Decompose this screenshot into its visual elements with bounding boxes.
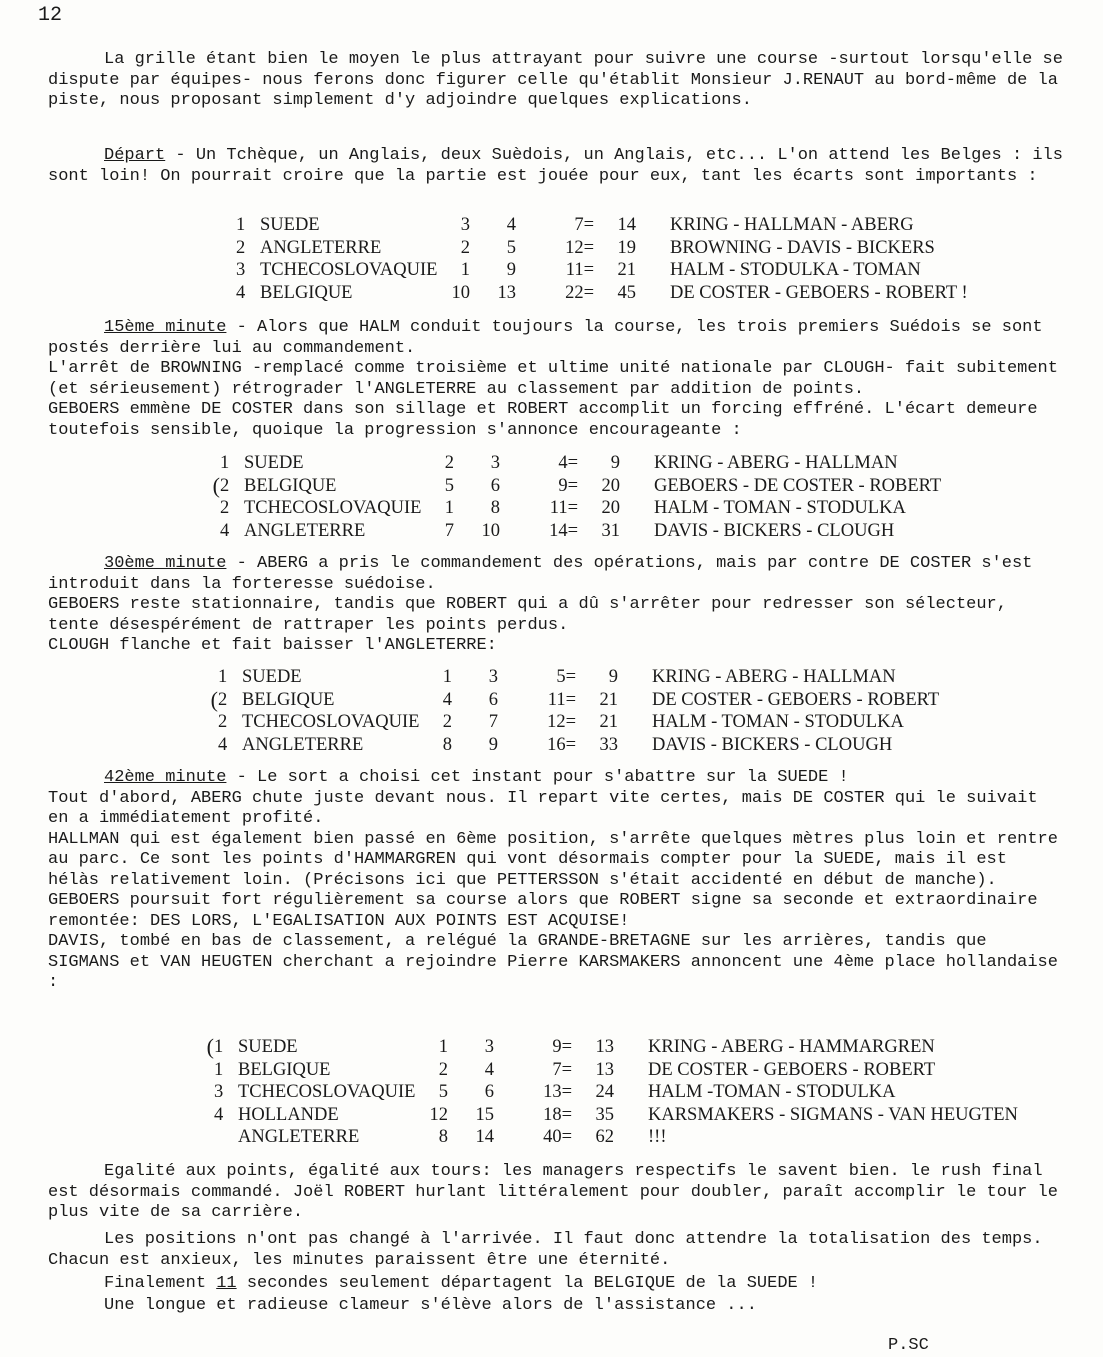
sum-cell: 12= xyxy=(547,712,576,732)
standings-row xyxy=(200,1104,1018,1127)
riders-cell: DAVIS - BICKERS - CLOUGH xyxy=(654,520,895,541)
section-heading: 42ème minute xyxy=(104,768,227,787)
points-a-cell: 1 xyxy=(460,260,470,280)
total-cell: 13 xyxy=(595,1037,614,1057)
sum-cell: 11= xyxy=(547,689,576,710)
points-b-cell: 9 xyxy=(506,260,516,280)
signature: P.SC xyxy=(888,1336,929,1355)
rank-cell: 1 xyxy=(214,1059,224,1080)
riders-cell: BROWNING - DAVIS - BICKERS xyxy=(670,237,935,258)
section-heading: Départ xyxy=(104,146,166,165)
riders-cell: DE COSTER - GEBOERS - ROBERT xyxy=(648,1059,936,1080)
country-cell: TCHECOSLOVAQUIE xyxy=(242,712,420,732)
points-a-cell: 1 xyxy=(442,667,452,687)
riders-cell: GEBOERS - DE COSTER - ROBERT xyxy=(654,475,942,496)
rank-cell: 4 xyxy=(220,520,230,541)
bracket-mark xyxy=(204,711,218,734)
total-cell: 24 xyxy=(595,1082,614,1102)
standings-row xyxy=(222,282,968,305)
country-cell: SUEDE xyxy=(238,1037,298,1057)
points-a-cell: 1 xyxy=(438,1037,448,1057)
country-cell: BELGIQUE xyxy=(242,689,335,710)
riders-cell: KRING - ABERG - HALLMAN xyxy=(652,667,896,687)
riders-cell: KARSMAKERS - SIGMANS - VAN HEUGTEN xyxy=(648,1104,1018,1125)
final-line-before: Finalement xyxy=(104,1274,217,1293)
riders-cell: HALM - STODULKA - TOMAN xyxy=(670,260,921,280)
last-line xyxy=(48,1296,1068,1317)
riders-cell: !!! xyxy=(648,1127,667,1147)
section-42min-paragraph xyxy=(48,768,1068,994)
points-a-cell: 8 xyxy=(438,1127,448,1147)
bracket-mark xyxy=(222,237,236,260)
section-heading: 30ème minute xyxy=(104,554,227,573)
standings-row xyxy=(206,452,941,475)
standings-row xyxy=(200,1081,1018,1104)
sum-cell: 22= xyxy=(565,282,594,303)
standings-row xyxy=(204,666,939,689)
bracket-mark xyxy=(222,282,236,305)
country-cell: BELGIQUE xyxy=(238,1059,331,1080)
sum-cell: 18= xyxy=(543,1104,572,1125)
total-cell: 21 xyxy=(617,260,636,280)
sum-cell: 11= xyxy=(549,498,578,518)
points-a-cell: 2 xyxy=(460,237,470,258)
closing-text: Egalité aux points, égalité aux tours: les managers respectifs le savent bien. le rush final est désormais commandé. Joël ROBERT hurlant littéralement pour doubler, paraît accomplir le tour le plus vite de sa carrière. xyxy=(48,1162,1069,1222)
points-b-cell: 6 xyxy=(484,1082,494,1102)
standings-row xyxy=(200,1036,1018,1059)
points-a-cell: 10 xyxy=(451,282,470,303)
bracket-mark xyxy=(206,452,220,475)
standings-row xyxy=(200,1126,1018,1149)
total-cell: 35 xyxy=(595,1104,614,1125)
rank-cell: 4 xyxy=(218,734,228,755)
points-b-cell: 14 xyxy=(475,1127,494,1147)
rank-cell: 2 xyxy=(220,475,230,496)
standings-row xyxy=(200,1059,1018,1082)
points-a-cell: 12 xyxy=(429,1104,448,1125)
riders-cell: DAVIS - BICKERS - CLOUGH xyxy=(652,734,893,755)
section-text: - ABERG a pris le commandement des opérations, mais par contre DE COSTER s'est introduit dans la forteresse suédoise. GEBOERS reste stationnaire, tandis que ROBERT qui a dû s'arrêter pour redresser son sélecteur, tente désespérément de rattraper les points perdus. CLOUGH flanche et fait baisser l'ANGLETERRE: xyxy=(48,554,1033,655)
sum-cell: 5= xyxy=(556,667,576,687)
section-30min-paragraph xyxy=(48,554,1068,657)
total-cell: 19 xyxy=(617,237,636,258)
total-cell: 31 xyxy=(601,520,620,541)
bracket-mark xyxy=(206,520,220,543)
sum-cell: 11= xyxy=(565,260,594,280)
points-b-cell: 10 xyxy=(481,520,500,541)
bracket-mark xyxy=(222,214,236,237)
sum-cell: 16= xyxy=(547,734,576,755)
total-cell: 45 xyxy=(617,282,636,303)
sum-cell: 14= xyxy=(549,520,578,541)
intro-text: La grille étant bien le moyen le plus attrayant pour suivre une course -surtout lorsqu'elle se dispute par équipes- nous ferons donc figurer celle qu'établit Monsieur J.RENAUT au bord-même de la piste, nous proposant simplement d'y adjoindre quelques explications. xyxy=(48,50,1074,110)
points-a-cell: 5 xyxy=(444,475,454,496)
section-depart-paragraph xyxy=(48,146,1074,187)
standings-row xyxy=(204,711,939,734)
points-b-cell: 6 xyxy=(488,689,498,710)
points-b-cell: 6 xyxy=(490,475,500,496)
bracket-mark xyxy=(204,666,218,689)
points-a-cell: 2 xyxy=(444,453,454,473)
rank-cell: 4 xyxy=(236,282,246,303)
riders-cell: HALM - TOMAN - STODULKA xyxy=(654,498,906,518)
final-line xyxy=(48,1274,1068,1295)
bracket-mark xyxy=(222,259,236,282)
total-cell: 9 xyxy=(608,667,618,687)
points-b-cell: 7 xyxy=(488,712,498,732)
points-a-cell: 3 xyxy=(460,215,470,235)
riders-cell: DE COSTER - GEBOERS - ROBERT xyxy=(652,689,940,710)
standings-table-depart xyxy=(222,214,968,304)
country-cell: ANGLETERRE xyxy=(238,1127,360,1147)
standings-table-30min xyxy=(204,666,939,756)
points-b-cell: 4 xyxy=(506,215,516,235)
bracket-mark: ( xyxy=(212,472,220,498)
bracket-mark xyxy=(204,734,218,757)
total-cell: 62 xyxy=(595,1127,614,1147)
riders-cell: KRING - ABERG - HAMMARGREN xyxy=(648,1037,935,1057)
sum-cell: 40= xyxy=(543,1127,572,1147)
total-cell: 20 xyxy=(601,475,620,496)
country-cell: HOLLANDE xyxy=(238,1104,339,1125)
country-cell: SUEDE xyxy=(244,453,304,473)
rank-cell: 1 xyxy=(236,215,246,235)
riders-cell: KRING - HALLMAN - ABERG xyxy=(670,215,914,235)
rank-cell: 2 xyxy=(236,237,246,258)
points-b-cell: 9 xyxy=(488,734,498,755)
country-cell: TCHECOSLOVAQUIE xyxy=(238,1082,416,1102)
bracket-mark xyxy=(200,1081,214,1104)
standings-row xyxy=(222,237,968,260)
points-a-cell: 2 xyxy=(442,712,452,732)
sum-cell: 9= xyxy=(552,1037,572,1057)
points-b-cell: 4 xyxy=(484,1059,494,1080)
points-b-cell: 8 xyxy=(490,498,500,518)
bracket-mark xyxy=(200,1059,214,1082)
section-15min-paragraph xyxy=(48,318,1068,441)
bracket-mark: ( xyxy=(206,1034,214,1059)
standings-row xyxy=(222,214,968,237)
section-text: - Alors que HALM conduit toujours la course, les trois premiers Suédois se sont postés derrière lui au commandement. L'arrêt de BROWNING -remplacé comme troisième et ultime unité nationale par CLOUGH- fait subitement (et sérieusement) rétrograder l'ANGLETERRE au classement par addition de points. GEBOERS emmène DE COSTER dans son sillage et ROBERT accomplit un forcing effréné. L'écart demeure toutefois sensible, quoique la progression s'annonce encourageante : xyxy=(48,318,1058,440)
standings-row xyxy=(204,689,939,712)
points-a-cell: 8 xyxy=(442,734,452,755)
points-b-cell: 15 xyxy=(475,1104,494,1125)
bracket-mark xyxy=(200,1104,214,1127)
sum-cell: 12= xyxy=(565,237,594,258)
standings-row xyxy=(204,734,939,757)
riders-cell: DE COSTER - GEBOERS - ROBERT ! xyxy=(670,282,968,303)
standings-table-15min xyxy=(206,452,941,542)
sum-cell: 9= xyxy=(558,475,578,496)
closing-text: Les positions n'ont pas changé à l'arrivée. Il faut donc attendre la totalisation des temps. Chacun est anxieux, les minutes paraissent être une éternité. xyxy=(48,1230,1053,1270)
total-cell: 13 xyxy=(595,1059,614,1080)
points-a-cell: 7 xyxy=(444,520,454,541)
riders-cell: HALM - TOMAN - STODULKA xyxy=(652,712,904,732)
sum-cell: 7= xyxy=(552,1059,572,1080)
points-b-cell: 3 xyxy=(488,667,498,687)
standings-row xyxy=(206,475,941,498)
total-cell: 9 xyxy=(610,453,620,473)
sum-cell: 7= xyxy=(574,215,594,235)
closing-paragraph-2 xyxy=(48,1230,1068,1271)
section-text: - Un Tchèque, un Anglais, deux Suèdois, un Anglais, etc... L'on attend les Belges : ils sont loin! On pourrait croire que la partie est jouée pour eux, tant les écarts sont importants : xyxy=(48,146,1074,186)
rank-cell: 2 xyxy=(218,712,228,732)
points-a-cell: 1 xyxy=(444,498,454,518)
points-b-cell: 3 xyxy=(490,453,500,473)
riders-cell: HALM -TOMAN - STODULKA xyxy=(648,1082,896,1102)
country-cell: BELGIQUE xyxy=(260,282,353,303)
country-cell: SUEDE xyxy=(260,215,320,235)
country-cell: ANGLETERRE xyxy=(244,520,366,541)
rank-cell xyxy=(214,1126,238,1149)
intro-paragraph xyxy=(48,50,1074,112)
standings-row xyxy=(206,520,941,543)
points-a-cell: 2 xyxy=(438,1059,448,1080)
sum-cell: 4= xyxy=(558,453,578,473)
country-cell: BELGIQUE xyxy=(244,475,337,496)
total-cell: 14 xyxy=(617,215,636,235)
rank-cell: 2 xyxy=(220,498,230,518)
sum-cell: 13= xyxy=(543,1082,572,1102)
standings-table-42min xyxy=(200,1036,1018,1149)
points-a-cell: 5 xyxy=(438,1082,448,1102)
rank-cell: 1 xyxy=(214,1037,224,1057)
rank-cell: 3 xyxy=(214,1082,224,1102)
total-cell: 33 xyxy=(599,734,618,755)
rank-cell: 4 xyxy=(214,1104,224,1125)
final-line-seconds: 11 xyxy=(216,1274,237,1293)
country-cell: ANGLETERRE xyxy=(242,734,364,755)
final-line-after: secondes seulement départagent la BELGIQUE de la SUEDE ! xyxy=(236,1274,819,1293)
bracket-mark: ( xyxy=(210,686,218,712)
total-cell: 20 xyxy=(601,498,620,518)
total-cell: 21 xyxy=(599,689,618,710)
bracket-mark xyxy=(200,1126,214,1149)
country-cell: SUEDE xyxy=(242,667,302,687)
page-number: 12 xyxy=(38,4,63,27)
points-b-cell: 13 xyxy=(497,282,516,303)
country-cell: TCHECOSLOVAQUIE xyxy=(244,498,422,518)
last-line-text: Une longue et radieuse clameur s'élève alors de l'assistance ... xyxy=(104,1296,757,1315)
total-cell: 21 xyxy=(599,712,618,732)
points-b-cell: 5 xyxy=(506,237,516,258)
rank-cell: 3 xyxy=(236,260,246,280)
section-heading: 15ème minute xyxy=(104,318,227,337)
closing-paragraph-1 xyxy=(48,1162,1068,1224)
points-a-cell: 4 xyxy=(442,689,452,710)
bracket-mark xyxy=(206,497,220,520)
country-cell: ANGLETERRE xyxy=(260,237,382,258)
riders-cell: KRING - ABERG - HALLMAN xyxy=(654,453,898,473)
standings-row xyxy=(222,259,968,282)
rank-cell: 1 xyxy=(218,667,228,687)
rank-cell: 1 xyxy=(220,453,230,473)
country-cell: TCHECOSLOVAQUIE xyxy=(260,260,438,280)
section-text: - Le sort a choisi cet instant pour s'abattre sur la SUEDE ! Tout d'abord, ABERG chute juste devant nous. Il repart vite certes, mais DE COSTER qui le suivait en a immédiatement profité. HALLMAN qui est également bien passé en 6ème position, s'arrête quelques mètres plus loin et rentre au parc. Ce sont les points d'HAMMARGREN qui vont désormais compter pour la SUEDE, mais il est hélàs relativement loin. (Précisons ici que PETTERSSON s'était accidenté en début de manche). GEBOERS poursuit fort régulièrement sa course alors que ROBERT signe sa seconde et extraordinaire remontée: DES LORS, L'EGALISATION AUX POINTS EST ACQUISE! DAVIS, tombé en bas de classement, a relégué la GRANDE-BRETAGNE sur les arrières, tandis que SIGMANS et VAN HEUGTEN cherchant a rejoindre Pierre KARSMAKERS annoncent une 4ème place hollandaise : xyxy=(48,768,1058,992)
standings-row xyxy=(206,497,941,520)
points-b-cell: 3 xyxy=(484,1037,494,1057)
rank-cell: 2 xyxy=(218,689,228,710)
